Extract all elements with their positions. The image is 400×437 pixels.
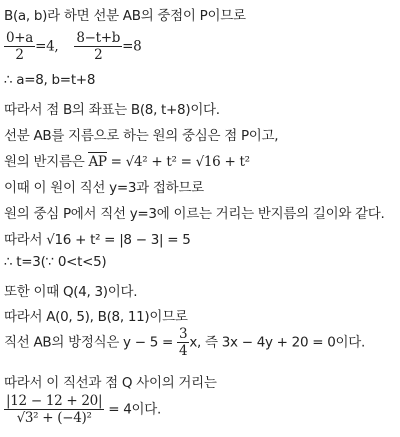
line-13-equation: 직선 AB의 방정식은 y − 5 = $\frac{3}{4}$ x, 즉 3x − 4y + 20 = 0이다.	[4, 326, 366, 359]
line-1: B(a, b)라 하면 선분 AB의 중점이 P이므로	[4, 8, 246, 24]
line-9: 따라서 √16 + t² = |8 − 3| = 5	[4, 232, 191, 248]
line-10: ∴ t=3(∵ 0<t<5)	[4, 254, 107, 270]
line-12: 따라서 A(0, 5), B(8, 11)이므로	[4, 309, 188, 325]
line-2-fractions: $\frac{0+a}{2}$ =4, $\frac{8-t+b}{2}$ =8	[6, 30, 142, 63]
line-15-distance: $\frac{|12 - 12 + 20|}{\text{√3² + (−4)²}}$ = 4이다.	[6, 393, 161, 426]
line-11: 또한 이때 Q(4, 3)이다.	[4, 284, 138, 300]
line-4: 따라서 점 B의 좌표는 B(8, t+8)이다.	[4, 102, 220, 118]
line-3: ∴ a=8, b=t+8	[4, 72, 96, 88]
slope-fraction: $\frac{3}{4}$	[179, 326, 188, 359]
fraction-1: $\frac{0+a}{2}$	[6, 30, 34, 63]
distance-fraction: $\frac{|12 - 12 + 20|}{\text{√3² + (−4)²}}$	[6, 393, 103, 426]
fraction-2: $\frac{8-t+b}{2}$	[76, 30, 121, 63]
line-8: 원의 중심 P에서 직선 y=3에 이르는 거리는 반지름의 길이와 같다.	[4, 206, 385, 222]
line-6-radius: 원의 반지름은 AP = √4² + t² = √16 + t²	[4, 154, 250, 170]
line-14: 따라서 이 직선과 점 Q 사이의 거리는	[4, 375, 217, 391]
line-5: 선분 AB를 지름으로 하는 원의 중심은 점 P이고,	[4, 128, 279, 144]
line-7: 이때 이 원이 직선 y=3과 접하므로	[4, 180, 204, 196]
